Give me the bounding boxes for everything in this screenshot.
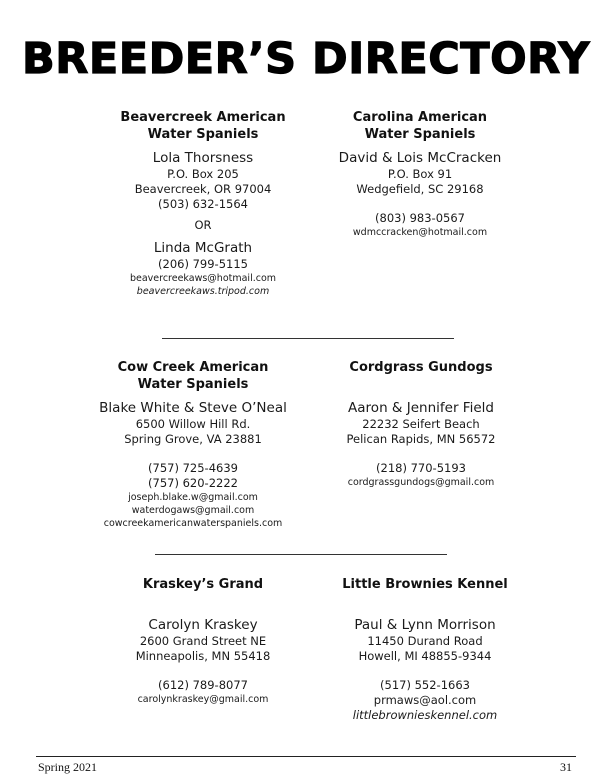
address-city: Beavercreek, OR 97004 [134, 182, 272, 196]
address-city: Wedgefield, SC 29168 [356, 182, 484, 196]
phone-number-2: (757) 620-2222 [148, 476, 238, 490]
address-line: 11450 Durand Road [367, 633, 483, 648]
phone-number: (612) 789-8077 [158, 677, 248, 692]
email-link[interactable]: prmaws@aol.com [373, 692, 477, 707]
phone-number: (218) 770-5193 [376, 461, 466, 475]
contact-name-2: Linda McGrath [153, 240, 253, 256]
breeder-name: Cordgrass Gundogs [349, 360, 493, 375]
page-number: 31 [560, 760, 572, 774]
website-link[interactable]: littlebrownieskennel.com [352, 707, 498, 722]
breeder-name: Carolina American [352, 110, 488, 125]
phone-number: (803) 983-0567 [375, 211, 465, 225]
footer-issue: Spring 2021 [38, 760, 98, 774]
footer-rule [36, 756, 576, 757]
breeder-entry-cow-creek [73, 360, 313, 530]
address-city: Spring Grove, VA 23881 [124, 432, 262, 446]
contact-name: David & Lois McCracken [338, 150, 502, 166]
address-line: P.O. Box 91 [387, 167, 453, 181]
phone-number-2: (206) 799-5115 [158, 257, 248, 271]
website-link[interactable]: cowcreekamericanwaterspaniels.com [103, 518, 283, 529]
phone-number: (517) 552-1663 [380, 677, 470, 692]
breeder-name-line2: Water Spaniels [364, 126, 476, 142]
address-line: 2600 Grand Street NE [139, 633, 267, 648]
breeder-entry-carolina [300, 110, 540, 239]
breeder-entry-little-brownies [305, 577, 545, 723]
breeder-name: Little Brownies Kennel [342, 577, 508, 592]
contact-name: Blake White & Steve O’Neal [99, 400, 287, 416]
phone-number: (503) 632-1564 [158, 197, 248, 211]
address-line: 22232 Seifert Beach [362, 417, 480, 431]
email-link[interactable]: wdmccracken@hotmail.com [352, 227, 488, 238]
section-divider [155, 554, 447, 555]
email-link[interactable]: beavercreekaws@hotmail.com [129, 273, 277, 284]
phone-number: (757) 725-4639 [148, 461, 238, 475]
email-link-2[interactable]: waterdogaws@gmail.com [131, 505, 255, 516]
section-divider [162, 338, 454, 339]
contact-name: Lola Thorsness [152, 150, 254, 166]
breeder-entry-kraskeys-grand [83, 577, 323, 706]
email-link[interactable]: joseph.blake.w@gmail.com [128, 492, 258, 503]
email-link[interactable]: carolynkraskey@gmail.com [137, 693, 269, 705]
breeder-name: Kraskey’s Grand [142, 577, 264, 592]
contact-name: Carolyn Kraskey [148, 616, 258, 633]
address-city: Pelican Rapids, MN 56572 [346, 432, 496, 446]
website-link[interactable]: beavercreekaws.tripod.com [136, 286, 270, 297]
contact-name: Paul & Lynn Morrison [354, 616, 496, 633]
address-city: Minneapolis, MN 55418 [135, 648, 271, 663]
address-line: P.O. Box 205 [167, 167, 239, 181]
address-city: Howell, MI 48855-9344 [358, 648, 492, 663]
breeder-name: Beavercreek American [120, 110, 286, 125]
address-line: 6500 Willow Hill Rd. [135, 417, 251, 431]
breeder-entry-cordgrass [301, 360, 541, 489]
breeder-entry-beavercreek [83, 110, 323, 298]
breeder-name-line2: Water Spaniels [137, 376, 249, 392]
email-link[interactable]: cordgrassgundogs@gmail.com [347, 477, 495, 488]
breeder-name-line2: Water Spaniels [147, 126, 259, 142]
page-title: BREEDER’S DIRECTORY [21, 34, 591, 84]
or-separator: OR [194, 218, 212, 232]
breeder-name: Cow Creek American [117, 360, 269, 375]
contact-name: Aaron & Jennifer Field [348, 400, 494, 416]
